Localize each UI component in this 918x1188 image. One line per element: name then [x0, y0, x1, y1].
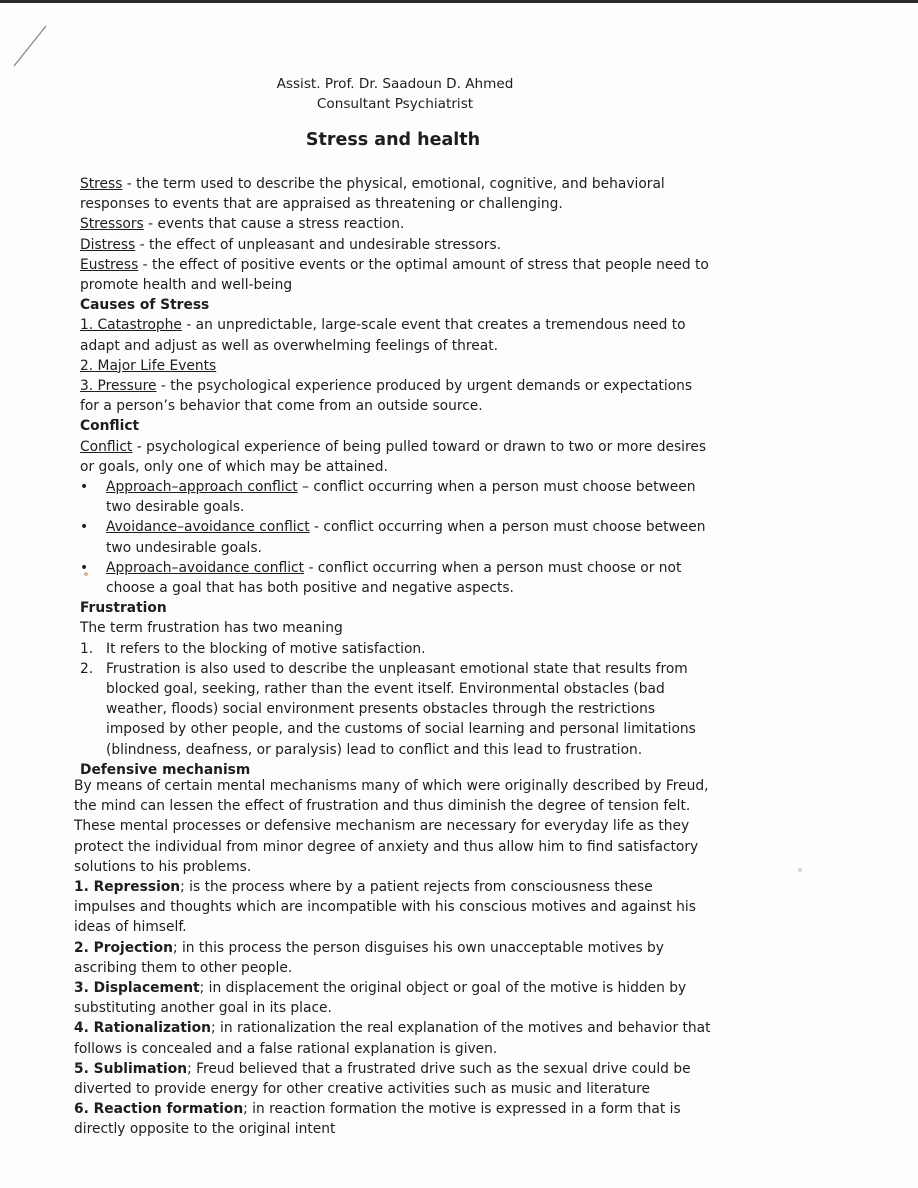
conflict-type-term: Approach–avoidance conflict: [106, 559, 305, 576]
cause-term: 1. Catastrophe: [80, 317, 182, 334]
conflict-definition: [80, 437, 712, 477]
list-text: It refers to the blocking of motive satisfaction.: [106, 640, 426, 657]
section-heading-conflict: Conflict: [80, 418, 140, 435]
mechanism-name: 6. Reaction formation: [74, 1101, 244, 1118]
definition-text: - the effect of unpleasant and undesirable stressors.: [135, 236, 502, 253]
list-number: 2.: [80, 660, 94, 677]
cause-catastrophe: [80, 315, 712, 355]
list-item: [80, 517, 712, 557]
definition-text: - the term used to describe the physical, emotional, cognitive, and behavioral responses to events that are appraised as threatening or challenging.: [80, 176, 665, 213]
mechanism-text: ; Freud believed that a frustrated drive such as the sexual drive could be diverted to provide energy for other creative activities such as music and literature: [74, 1060, 691, 1098]
list-item: [80, 558, 712, 598]
definition-text: - psychological experience of being pulled toward or drawn to two or more desires or goals, only one of which may be attained.: [80, 438, 707, 475]
mechanism-repression: [74, 877, 714, 938]
document-body: [80, 174, 712, 780]
page-title: Stress and health: [305, 130, 481, 150]
section-heading-defensive: Defensive mechanism: [80, 761, 251, 778]
mechanism-text: ; in displacement the original object or goal of the motive is hidden by substituting another goal in its place.: [74, 980, 687, 1017]
section-heading-frustration: Frustration: [80, 600, 167, 617]
mechanism-name: 2. Projection: [74, 939, 173, 956]
list-item: [80, 659, 712, 760]
cause-text: - the psychological experience produced by urgent demands or expectations for a person’s behavior that come from an outside source.: [80, 378, 693, 415]
mechanism-name: 1. Repression: [74, 879, 181, 896]
author-role: Consultant Psychiatrist: [316, 96, 474, 112]
list-number: 1.: [80, 640, 94, 657]
scan-speck: [798, 868, 802, 872]
list-text: Frustration is also used to describe the unpleasant emotional state that results from blocked goal, seeking, rather than the event itself. Environmental obstacles (bad weather, floods) social environment presents obstacles through the restrictions imposed by other people, and the customs of social learning and personal limitations (blindness, deafness, or paralysis) lead to conflict and this lead to frustration.: [106, 660, 696, 758]
mechanism-name: 4. Rationalization: [74, 1020, 211, 1037]
definition-distress: [80, 235, 712, 255]
scan-top-edge: [0, 0, 918, 3]
bullet-icon: •: [80, 559, 89, 576]
pen-stroke-mark: [10, 22, 50, 70]
definition-term: Eustress: [80, 256, 139, 273]
defensive-section-body: [74, 776, 714, 1140]
definition-term: Stress: [80, 176, 123, 192]
frustration-intro: The term frustration has two meaning: [80, 620, 343, 637]
definition-term: Stressors: [80, 216, 144, 233]
mechanism-text: ; is the process where by a patient rejects from consciousness these impulses and thoughts which are incompatible with his conscious motives and against his ideas of himself.: [74, 879, 696, 936]
conflict-type-term: Approach–approach conflict: [106, 479, 298, 496]
document-header: [0, 74, 790, 114]
conflict-type-term: Avoidance–avoidance conflict: [106, 519, 310, 536]
mechanism-text: ; in this process the person disguises his own unacceptable motives by ascribing them to other people.: [74, 939, 664, 976]
cause-term: 2. Major Life Events: [80, 357, 217, 374]
conflict-type-text: – conflict occurring when a person must choose between two desirable goals.: [106, 479, 696, 516]
list-item: [80, 639, 712, 659]
definition-stress: [80, 174, 712, 214]
section-heading-causes: Causes of Stress: [80, 297, 210, 314]
list-item: [80, 477, 712, 517]
cause-text: - an unpredictable, large-scale event that creates a tremendous need to adapt and adjust as well as overwhelming feelings of threat.: [80, 317, 686, 354]
mechanism-reaction-formation: [74, 1099, 714, 1139]
bullet-icon: •: [80, 479, 89, 496]
mechanism-sublimation: [74, 1059, 714, 1099]
conflict-type-text: - conflict occurring when a person must choose between two undesirable goals.: [106, 519, 706, 556]
mechanism-projection: [74, 938, 714, 978]
mechanism-text: ; in reaction formation the motive is expressed in a form that is directly opposite to the original intent: [74, 1101, 681, 1138]
mechanism-name: 3. Displacement: [74, 980, 200, 997]
cause-term: 3. Pressure: [80, 378, 157, 395]
bullet-icon: •: [80, 519, 89, 536]
conflict-type-text: - conflict occurring when a person must choose or not choose a goal that has both positive and negative aspects.: [106, 559, 682, 597]
definition-term: Conflict: [80, 438, 133, 455]
definition-stressors: [80, 214, 712, 234]
author-name: Assist. Prof. Dr. Saadoun D. Ahmed: [276, 76, 514, 92]
defensive-intro: By means of certain mental mechanisms many of which were originally described by Freud, the mind can lessen the effect of frustration and thus diminish the degree of tension felt. These mental processes or defensive mechanism are necessary for everyday life as they protect the individual from minor degree of anxiety and thus allow him to find satisfactory solutions to his problems.: [74, 778, 709, 875]
definition-text: - the effect of positive events or the optimal amount of stress that people need to promote health and well-being: [80, 256, 709, 294]
definition-eustress: [80, 255, 712, 295]
definition-text: - events that cause a stress reaction.: [143, 216, 405, 233]
cause-pressure: [80, 376, 712, 416]
cause-major-life-events: [80, 356, 712, 376]
mechanism-displacement: [74, 978, 714, 1018]
mechanism-name: 5. Sublimation: [74, 1060, 188, 1077]
definition-term: Distress: [80, 236, 136, 253]
mechanism-text: ; in rationalization the real explanation of the motives and behavior that follows is concealed and a false rational explanation is given.: [74, 1020, 711, 1057]
mechanism-rationalization: [74, 1018, 714, 1058]
